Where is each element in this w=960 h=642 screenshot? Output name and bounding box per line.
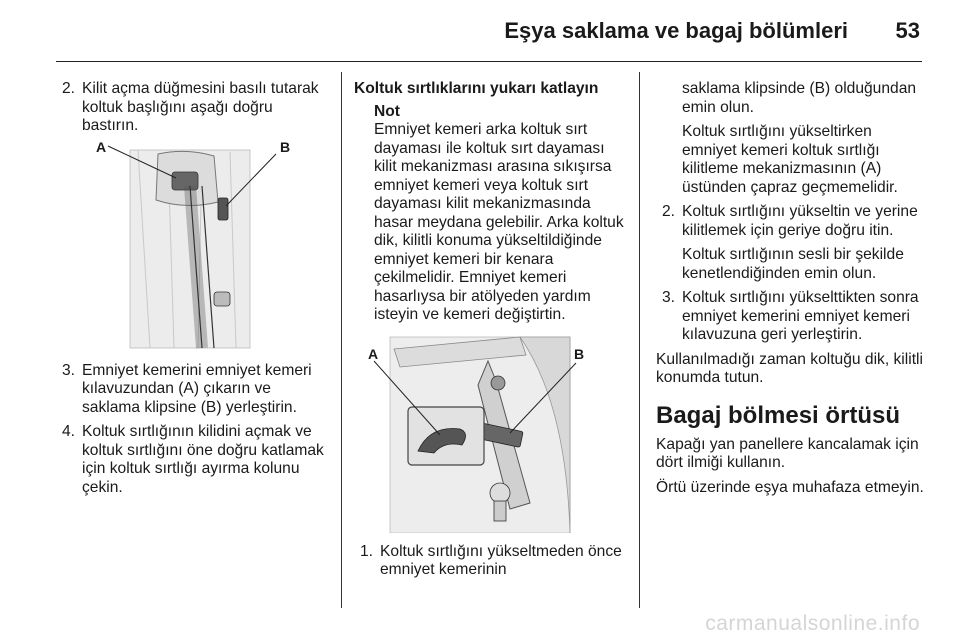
list-number: 4. [62,423,76,440]
list-number: 1. [360,542,374,560]
paragraph: Koltuk sırtlığını yükseltirken emniyet kemeri koltuk sırtlığı kilitleme mekanizmasının (A) üstünden çapraz geçmemelidir. [682,123,898,196]
figure-label-b: B [280,138,291,155]
column-divider-2 [639,72,640,608]
paragraph: Kapağı yan panellere kancalamak için dört ilmiği kullanın. [656,435,919,471]
subheading: Koltuk sırtlıklarını yukarı katlayın [354,80,599,97]
paragraph: Kullanılmadığı zaman koltuğu dik, kilitli konumda tutun. [656,350,923,386]
list-text: Emniyet kemerini emniyet kemeri kılavuzundan (A) çıkarın ve saklama klipsine (B) yerleştirin. [82,361,312,416]
figure-label-a: A [96,138,107,155]
figure-seat-belt [370,333,590,533]
list-text: Koltuk sırtlığının kilidini açmak ve koltuk sırtlığını öne doğru katlamak için koltuk sırtlığı ayırma kolunu çekin. [82,423,324,496]
paragraph: saklama klipsinde (B) olduğundan emin olun. [682,80,917,116]
page-number: 53 [895,18,920,43]
column-divider-1 [341,72,342,608]
paragraph: Koltuk sırtlığının sesli bir şekilde kenetlendiğinden emin olun. [682,246,904,282]
headrest-illustration [98,142,308,352]
list-item [354,543,626,580]
list-number: 2. [662,203,676,220]
figure-label-a: A [368,345,379,362]
column-2 [354,80,626,586]
column-1 [56,80,328,503]
list-item [656,203,928,240]
list-number: 3. [62,361,76,379]
figure-label-b: B [574,345,585,362]
note-block [354,103,626,325]
list-item [56,423,328,497]
header-rule [56,61,922,62]
page-header [0,0,960,62]
list-item [56,362,328,418]
list-item [656,289,928,345]
list-text: Koltuk sırtlığını yükseltmeden önce emniyet kemerinin [380,542,622,578]
list-number: 2. [62,80,76,97]
column-3 [656,80,928,503]
list-text: Koltuk sırtlığını yükseltin ve yerine kilitlemek için geriye doğru itin. [682,203,918,239]
watermark: carmanualsonline.info [705,612,920,635]
list-number: 3. [662,289,676,306]
list-item [56,80,328,136]
list-text: Koltuk sırtlığını yükselttikten sonra emniyet kemerini emniyet kemeri kılavuzuna geri yerleştirin. [682,289,919,343]
page-title: Eşya saklama ve bagaj bölümleri [504,18,848,43]
note-text: Emniyet kemeri arka koltuk sırt dayaması ile koltuk sırt dayaması kilit mekanizması arasına sıkışırsa emniyet kemeri veya koltuk sırt dayaması kilit mekanizmasında hasar meydana gelebilir. Arka koltuk dik, kilitli konuma yükseltildiğinde emniyet kemeri bir kenara çekilmelidir. Emniyet kemeri hasarlıysa bir atölyeden yardım isteyin ve kemeri değiştirtin. [374,121,624,323]
note-title: Not [374,102,400,120]
section-heading: Bagaj bölmesi örtüsü [656,401,901,429]
figure-headrest [96,138,308,352]
seatbelt-illustration [370,333,590,533]
paragraph: Örtü üzerinde eşya muhafaza etmeyin. [656,478,924,496]
list-text: Kilit açma düğmesini basılı tutarak koltuk başlığını aşağı doğru bastırın. [82,80,319,134]
